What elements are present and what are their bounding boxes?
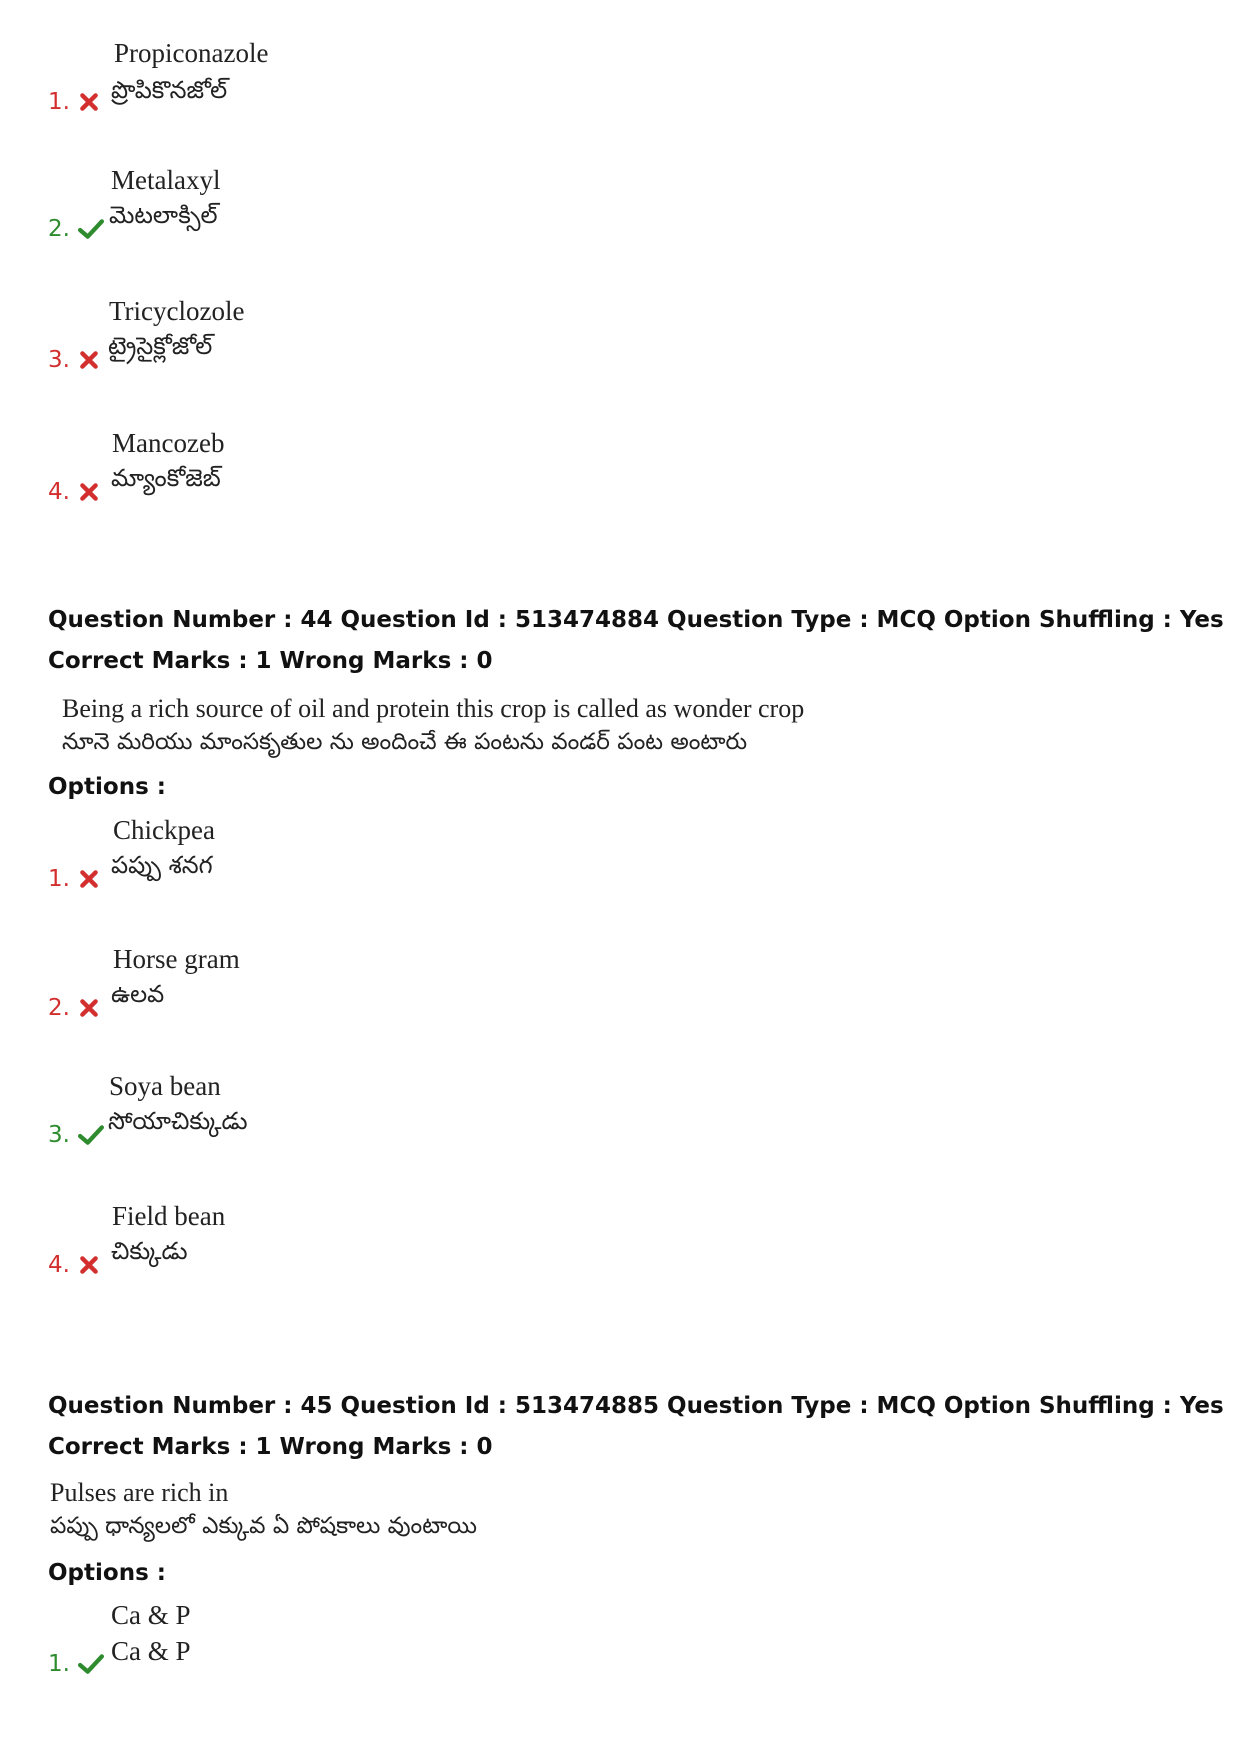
option-row <box>0 428 1240 538</box>
wrong-mark-icon <box>78 349 100 371</box>
question-header: Question Number : 44 Question Id : 513474884 Question Type : MCQ Option Shuffling : Yes <box>48 607 1224 633</box>
wrong-mark-icon <box>78 91 100 113</box>
option-text-te: Ca & P <box>111 1636 191 1666</box>
correct-check-icon <box>78 218 104 240</box>
option-text-en: Metalaxyl <box>111 165 221 195</box>
question-text-te: పప్పు ధాన్యలలో ఎక్కువ ఏ పోషకాలు వుంటాయి <box>50 1513 477 1539</box>
option-number: 3. <box>48 1122 70 1148</box>
option-row <box>0 165 1240 275</box>
correct-check-icon <box>78 1653 104 1675</box>
option-text-te: ప్రొపికొనజోల్ <box>111 76 228 104</box>
option-text-te: మెటలాక్సిల్ <box>109 201 218 229</box>
question-text-te: నూనె మరియు మాంసకృతుల ను అందించే ఈ పంటను వండర్ పంట అంటారు <box>62 729 748 755</box>
option-text-te: సోయాచిక్కుడు <box>108 1107 248 1135</box>
wrong-mark-icon <box>78 481 100 503</box>
option-row <box>0 296 1240 406</box>
option-text-te: పప్పు శనగ <box>111 851 213 879</box>
option-row <box>0 38 1240 148</box>
option-text-en: Propiconazole <box>114 38 269 68</box>
option-number: 2. <box>48 995 70 1021</box>
option-number: 4. <box>48 479 70 505</box>
question-marks: Correct Marks : 1 Wrong Marks : 0 <box>48 1434 493 1460</box>
option-text-en: Soya bean <box>109 1071 221 1101</box>
wrong-mark-icon <box>78 868 100 890</box>
option-text-en: Tricyclozole <box>109 296 245 326</box>
option-text-te: చిక్కుడు <box>111 1237 188 1265</box>
options-label: Options : <box>48 774 166 800</box>
option-number: 1. <box>48 866 70 892</box>
option-number: 4. <box>48 1252 70 1278</box>
option-number: 1. <box>48 89 70 115</box>
option-text-en: Mancozeb <box>112 428 225 458</box>
option-number: 3. <box>48 347 70 373</box>
option-row <box>0 815 1240 925</box>
option-number: 1. <box>48 1651 70 1677</box>
option-row <box>0 944 1240 1054</box>
option-text-en: Field bean <box>112 1201 226 1231</box>
option-text-te: ఉలవ <box>111 980 165 1008</box>
question-header: Question Number : 45 Question Id : 513474885 Question Type : MCQ Option Shuffling : Yes <box>48 1393 1224 1419</box>
option-text-te: ట్రైసైక్లోజోల్ <box>108 332 213 360</box>
option-row <box>0 1600 1240 1710</box>
option-row <box>0 1071 1240 1181</box>
option-row <box>0 1201 1240 1311</box>
option-text-en: Ca & P <box>111 1600 191 1630</box>
option-text-te: మ్యాంకోజెబ్ <box>111 464 221 492</box>
option-text-en: Horse gram <box>113 944 240 974</box>
option-text-en: Chickpea <box>113 815 215 845</box>
option-number: 2. <box>48 216 70 242</box>
wrong-mark-icon <box>78 1254 100 1276</box>
wrong-mark-icon <box>78 997 100 1019</box>
question-text-en: Being a rich source of oil and protein this crop is called as wonder crop <box>62 694 805 723</box>
correct-check-icon <box>78 1124 104 1146</box>
question-marks: Correct Marks : 1 Wrong Marks : 0 <box>48 648 493 674</box>
options-label: Options : <box>48 1560 166 1586</box>
question-text-en: Pulses are rich in <box>50 1478 229 1507</box>
